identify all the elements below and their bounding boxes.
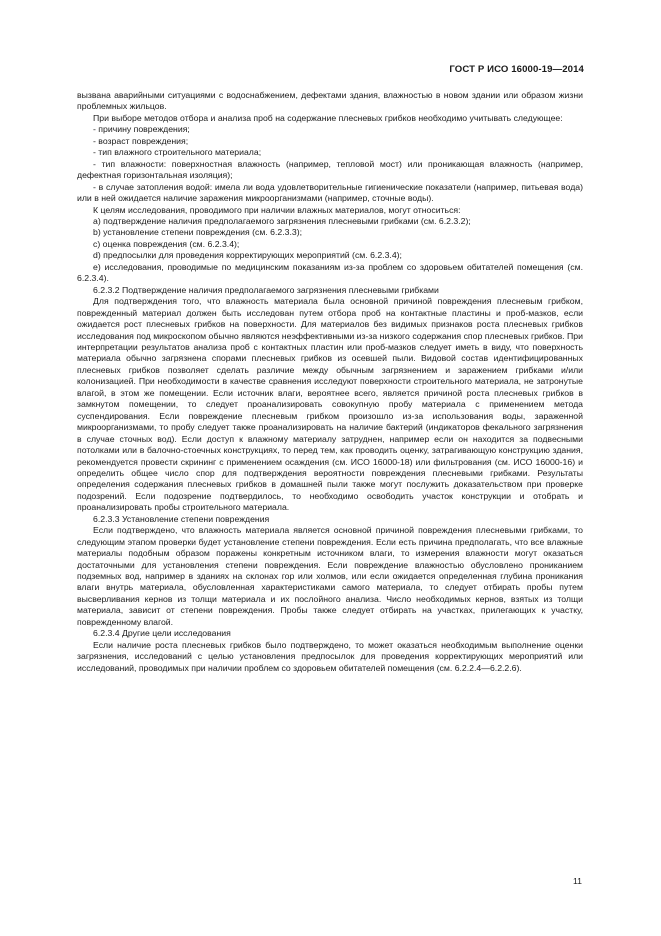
list-item: d) предпосылки для проведения корректирующих мероприятий (см. 6.2.3.4); [93, 250, 402, 261]
section-heading: 6.2.3.4 Другие цели исследования [93, 628, 231, 639]
list-item: a) подтверждение наличия предполагаемого загрязнения плесневыми грибками (см. 6.2.3.2); [93, 215, 471, 226]
paragraph: К целям исследования, проводимого при наличии влажных материалов, могут относиться: [93, 204, 461, 215]
list-item: - тип влажности: поверхностная влажность (например, тепловой мост) или проникающая влажность (например, дефектная горизонтальная изоляция); [77, 158, 583, 181]
list-item: e) исследования, проводимые по медицинским показаниям из-за проблем со здоровьем обитателей помещения (см. 6.2.3.4). [77, 261, 583, 284]
section-heading: 6.2.3.2 Подтверждение наличия предполагаемого загрязнения плесневыми грибками [93, 284, 439, 295]
list-item: - возраст повреждения; [93, 135, 189, 146]
paragraph: вызвана аварийными ситуациями с водоснабжением, дефектами здания, влажностью в новом здании или образом жизни проблемных жильцов. [77, 90, 583, 112]
paragraph: Для подтверждения того, что влажность материала была основной причиной повреждения плесневым грибком, поврежденный материал должен быть исследован путем отбора проб на контактные пластины и проб-мазков, если ожидается рост плесневых грибков на поверхности. Для материалов без видимых признаков роста плесневых грибков исследования под микроскопом обычно являются неэффективными из-за низкого содержания спор плесневых грибков. При интерпретации результатов анализа проб с контактных пластин или проб-мазков следует иметь в виду, что поверхность материала обычно загрязнена спорами плесневых грибков из осевшей пыли. Видовой состав идентифицированных плесневых грибков позволяет сделать различие между обычным загрязнением и заражением грибками и/или колонизацией. При необходимости в качестве сравнения исследуют поверхности строительного материала, не затронутые влагой, в этом же помещении. Если источник влаги, вероятнее всего, является причиной роста плесневых грибков в замкнутом помещении, то следует проанализировать совокупную пробу материала с применением метода суспендирования. Если повреждение плесневым грибком произошло из-за использования воды, зараженной микроорганизмами, то пробу следует также проанализировать на наличие бактерий (индикаторов фекального загрязнения в случае сточных вод). Если доступ к влажному материалу затруднен, например если он находится за подвесными потолками или в балочно-стоечных конструкциях, то перед тем, как проводить оценку, затрагивающую конструкцию здания, рекомендуется провести скрининг с применением осаждения (см. ИСО 16000-18) или фильтрования (см. ИСО 16000-16) и определить общее число спор для подтверждения вероятности повреждения плесневыми грибками. Результаты определения содержания плесневых грибков в домашней пыли также могут послужить доказательством при проверке подозрений. Если подозрение подтвердилось, то необходимо освободить участок конструкции и отобрать и проанализировать пробы строительного материала. [77, 296, 583, 513]
paragraph: При выборе методов отбора и анализа проб на содержание плесневых грибков необходимо учитывать следующее: [93, 112, 563, 123]
document-body [77, 90, 583, 674]
list-item: b) установление степени повреждения (см. 6.2.3.3); [93, 227, 303, 238]
list-item: - причину повреждения; [93, 124, 190, 135]
list-item: c) оценка повреждения (см. 6.2.3.4); [93, 238, 240, 249]
page-number: 11 [572, 876, 582, 886]
list-item: - в случае затопления водой: имела ли вода удовлетворительные гигиенические показатели (например, питьевая вода) или в ней ожидается наличие заражения микроорганизмами (например, сточные воды). [77, 181, 583, 204]
paragraph: Если подтверждено, что влажность материала является основной причиной повреждения плесневыми грибками, то следующим этапом проверки будет установление степени повреждения. Если есть причина предполагать, что все влажные материалы подобным образом поражены конкретным источником влаги, то измерения влажности могут оказаться достаточными для установления степени повреждения. Если повреждение влажностью обусловлено прониканием подземных вод, например в зданиях на склонах гор или холмов, или если ожидается определенная глубина проникания влаги внутрь материала, обусловленная характеристиками самого материала, то следует отбирать пробы путем высверливания кернов из толщи материала и их послойного анализа. Число необходимых кернов, взятых из толщи материала, зависит от степени повреждения. Пробы также следует отбирать на участках, прилегающих к участку, поврежденному влагой. [77, 525, 583, 627]
document-header: ГОСТ Р ИСО 16000-19—2014 [449, 64, 584, 75]
section-heading: 6.2.3.3 Установление степени повреждения [93, 513, 270, 524]
list-item: - тип влажного строительного материала; [93, 147, 262, 158]
paragraph: Если наличие роста плесневых грибков было подтверждено, то может оказаться необходимым выполнение оценки загрязнения, исследований с целью установления предпосылок для проведения корректирующих мероприятий или исследований, проводимых при наличии проблем со здоровьем обитателей помещения (см. 6.2.2.4—6.2.2.6). [77, 639, 583, 673]
